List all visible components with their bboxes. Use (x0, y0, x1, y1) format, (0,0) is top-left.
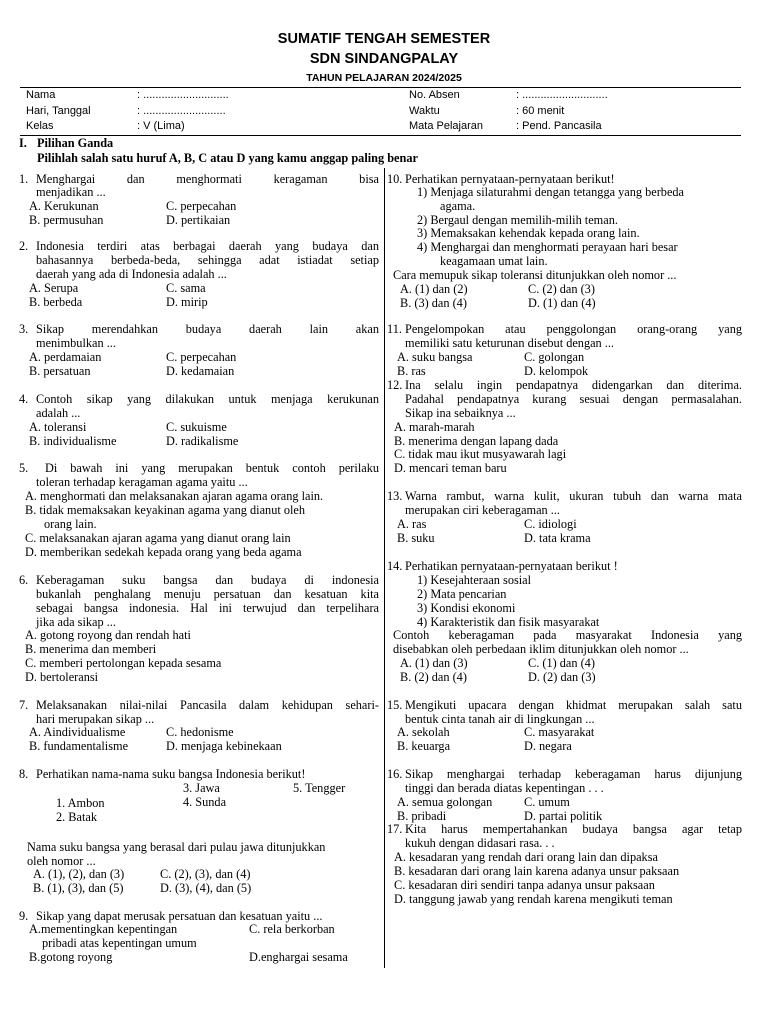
question-text: hari merupakan sikap ... (36, 712, 155, 726)
option-d[interactable]: D. negara (524, 739, 572, 753)
question-number: 11. (387, 322, 402, 336)
question-text: Padahal pendapatnya kurang sesuai dengan permasalahan. (405, 392, 742, 406)
mata-pelajaran-label: Mata Pelajaran (409, 120, 483, 132)
question-text: adalah ... (36, 406, 81, 420)
question-text: bahasannya berbeda-beda, sehingga adat istiadat setiap (36, 253, 379, 267)
question-text: Melaksanakan nilai-nilai Pancasila dalam kehidupan sehari- (36, 698, 379, 712)
kelas-value: : V (Lima) (137, 120, 185, 132)
question-text: Kita harus mempertahankan budaya bangsa agar tetap (405, 822, 742, 836)
question-text: bukanlah penghalang menuju persatuan dan kesatuan kita (36, 587, 379, 601)
hari-tanggal-label: Hari, Tanggal (26, 105, 91, 117)
option-d[interactable]: D. (3), (4), dan (5) (160, 881, 252, 895)
option-b[interactable]: B. individualisme (29, 434, 117, 448)
question-number: 8. (19, 767, 29, 781)
question-number: 13. (387, 489, 403, 503)
question-number: 10. (387, 172, 403, 186)
option-c[interactable]: C. umum (524, 795, 570, 809)
question-text: kukuh dengan didasari rasa. . . (405, 836, 555, 850)
option-b[interactable]: B. pribadi (397, 809, 447, 823)
question-number: 16. (387, 767, 403, 781)
section-number: I. (19, 136, 27, 150)
list-item: 3) Memaksakan kehendak kepada orang lain. (417, 226, 640, 240)
question-text: Indonesia terdiri atas berbagai daerah yang budaya dan (36, 239, 379, 253)
option-b[interactable]: B. (1), (3), dan (5) (33, 881, 124, 895)
option-b[interactable]: B. fundamentalisme (29, 739, 129, 753)
option-a[interactable]: A. perdamaian (29, 350, 102, 364)
option-c[interactable]: C. (2) dan (3) (528, 282, 595, 296)
option-d[interactable]: D. radikalisme (166, 434, 239, 448)
option-d[interactable]: D. pertikaian (166, 213, 231, 227)
option-c[interactable]: C. (2), (3), dan (4) (160, 867, 251, 881)
option-a[interactable]: A.mementingkan kepentingan (29, 922, 178, 936)
school-year: TAHUN PELAJARAN 2024/2025 (306, 72, 462, 84)
hari-tanggal-field[interactable]: : ........................... (137, 105, 226, 117)
option-c[interactable]: C. idiologi (524, 517, 577, 531)
option-d[interactable]: D. mencari teman baru (394, 461, 507, 475)
question-text: Contoh sikap yang dilakukan untuk menjaga kerukunan (36, 392, 379, 406)
question-text: memiliki satu keturunan disebut dengan ... (405, 336, 615, 350)
option-b[interactable]: B.gotong royong (29, 950, 113, 964)
option-c[interactable]: C. hedonisme (166, 725, 234, 739)
list-item: 4. Sunda (183, 795, 227, 809)
option-b[interactable]: B. menerima dengan lapang dada (394, 434, 559, 448)
option-d[interactable]: D. (2) dan (3) (528, 670, 596, 684)
mata-pelajaran-value: : Pend. Pancasila (516, 120, 602, 132)
option-d[interactable]: D. kelompok (524, 364, 589, 378)
option-c[interactable]: C. tidak mau ikut musyawarah lagi (394, 447, 567, 461)
option-a[interactable]: A. (1), (2), dan (3) (33, 867, 125, 881)
question-number: 5. (19, 461, 29, 475)
list-item: 3) Kondisi ekonomi (417, 601, 516, 615)
question-text: Mengikuti upacara dengan khidmat merupakan salah satu (405, 698, 742, 712)
section-instruction: Pilihlah salah satu huruf A, B, C atau D yang kamu anggap paling benar (37, 151, 418, 165)
list-item: 1) Kesejahteraan sosial (417, 573, 532, 587)
option-c[interactable]: C. kesadaran diri sendiri tanpa adanya unsur paksaan (394, 878, 655, 892)
list-item: 2) Bergaul dengan memilih-milih teman. (417, 213, 618, 227)
question-text: Contoh keberagaman pada masyarakat Indonesia yang (393, 628, 742, 642)
no-absen-field[interactable]: : ............................ (516, 89, 608, 101)
question-text: toleran terhadap keragaman agama yaitu ... (36, 475, 248, 489)
option-c[interactable]: C. golongan (524, 350, 585, 364)
list-item-cont: keagamaan umat lain. (440, 254, 548, 268)
list-item: 3. Jawa (183, 781, 220, 795)
question-number: 14. (387, 559, 403, 573)
option-b[interactable]: B. keuarga (397, 739, 451, 753)
question-text: menjadikan ... (36, 185, 106, 199)
question-number: 9. (19, 909, 29, 923)
option-b[interactable]: B. menerima dan memberi (25, 642, 157, 656)
question-text: jika ada sikap ... (36, 615, 116, 629)
header-rule-top (20, 87, 741, 88)
option-b[interactable]: B. ras (397, 364, 426, 378)
waktu-label: Waktu (409, 105, 440, 117)
option-c[interactable]: C. sama (166, 281, 206, 295)
list-item: 5. Tengger (293, 781, 346, 795)
option-b[interactable]: B. berbeda (29, 295, 83, 309)
question-number: 6. (19, 573, 29, 587)
question-text: Di bawah ini yang merupakan bentuk contoh perilaku (45, 461, 379, 475)
question-text: Pengelompokan atau penggolongan orang-orang yang (405, 322, 742, 336)
question-number: 1. (19, 172, 29, 186)
option-a[interactable]: A. Aindividualisme (29, 725, 126, 739)
section-title: Pilihan Ganda (37, 136, 114, 150)
option-d[interactable]: D. memberikan sedekah kepada orang yang beda agama (25, 545, 302, 559)
question-text: Sikap merendahkan budaya daerah lain akan (36, 322, 379, 336)
question-text: tinggi dan berada diatas kepentingan . . . (405, 781, 604, 795)
list-item: 4) Karakteristik dan fisik masyarakat (417, 615, 600, 629)
option-a[interactable]: A. sekolah (397, 725, 450, 739)
option-c[interactable]: C. masyarakat (524, 725, 595, 739)
option-a[interactable]: A. menghormati dan melaksanakan ajaran agama orang lain. (25, 489, 324, 503)
option-b[interactable]: B. permusuhan (29, 213, 104, 227)
option-a[interactable]: A. ras (397, 517, 427, 531)
option-b[interactable]: B. suku (397, 531, 435, 545)
list-item-cont: agama. (440, 199, 476, 213)
option-d[interactable]: D. partai politik (524, 809, 603, 823)
question-text: menimbulkan ... (36, 336, 116, 350)
no-absen-label: No. Absen (409, 89, 460, 101)
option-b[interactable]: B. (3) dan (4) (400, 296, 467, 310)
list-item: 1. Ambon (56, 796, 105, 810)
question-text: Sikap yang dapat merusak persatuan dan kesatuan yaitu ... (36, 909, 323, 923)
option-a[interactable]: A. suku bangsa (397, 350, 473, 364)
waktu-value: : 60 menit (516, 105, 565, 117)
option-c[interactable]: C. rela berkorban (249, 922, 335, 936)
option-c[interactable]: C. perpecahan (166, 350, 237, 364)
question-number: 17. (387, 822, 403, 836)
option-d[interactable]: D. menjaga kebinekaan (166, 739, 282, 753)
option-a[interactable]: A. Serupa (29, 281, 79, 295)
question-text: sebagai bangsa indonesia. Hal ini terwujud dan terpelihara (36, 601, 379, 615)
question-text: daerah yang ada di Indonesia adalah ... (36, 267, 227, 281)
option-d[interactable]: D. bertoleransi (25, 670, 99, 684)
option-d[interactable]: D. tata krama (524, 531, 591, 545)
option-c[interactable]: C. memberi pertolongan kepada sesama (25, 656, 222, 670)
option-a[interactable]: A. (1) dan (2) (400, 282, 468, 296)
question-text: Nama suku bangsa yang berasal dari pulau jawa ditunjukkan (27, 840, 326, 854)
option-a[interactable]: A. semua golongan (397, 795, 493, 809)
option-b[interactable]: B. persatuan (29, 364, 91, 378)
question-text: Sikap menghargai terhadap keberagaman harus dijunjung (405, 767, 742, 781)
school-name: SDN SINDANGPALAY (309, 51, 459, 67)
option-c[interactable]: C. perpecahan (166, 199, 237, 213)
option-a[interactable]: A. marah-marah (394, 420, 475, 434)
option-a[interactable]: A. toleransi (29, 420, 87, 434)
option-a[interactable]: A. Kerukunan (29, 199, 99, 213)
option-a-cont[interactable]: pribadi atas kepentingan umum (42, 936, 197, 950)
question-text: bentuk cinta tanah air di lingkungan ... (405, 712, 595, 726)
option-b-cont[interactable]: orang lain. (44, 517, 97, 531)
question-text: Sikap ina sebaiknya ... (405, 406, 516, 420)
option-d[interactable]: D. tanggung jawab yang rendah karena mengikuti teman (394, 892, 673, 906)
option-a[interactable]: A. gotong royong dan rendah hati (25, 628, 191, 642)
list-item: 4) Menghargai dan menghormati perayaan hari besar (417, 240, 678, 254)
column-divider (384, 168, 385, 968)
option-c[interactable]: C. melaksanakan ajaran agama yang dianut orang lain (25, 531, 291, 545)
question-number: 7. (19, 698, 29, 712)
question-text: merupakan ciri keberagaman ... (405, 503, 561, 517)
nama-field[interactable]: : ............................ (137, 89, 229, 101)
question-text: Perhatikan pernyataan-pernyataan berikut! (405, 172, 615, 186)
list-item: 1) Menjaga silaturahmi dengan tetangga yang berbeda (417, 185, 685, 199)
header-rule-bottom (20, 135, 741, 136)
question-text: Perhatikan nama-nama suku bangsa Indonesia berikut! (36, 767, 306, 781)
nama-label: Nama (26, 89, 56, 101)
question-text: oleh nomor ... (27, 854, 96, 868)
question-number: 4. (19, 392, 29, 406)
option-d[interactable]: D. (1) dan (4) (528, 296, 596, 310)
question-text: Cara memupuk sikap toleransi ditunjukkan oleh nomor ... (393, 268, 677, 282)
exam-title: SUMATIF TENGAH SEMESTER (277, 31, 491, 47)
option-b[interactable]: B. (2) dan (4) (400, 670, 467, 684)
option-a[interactable]: A. (1) dan (3) (400, 656, 468, 670)
question-number: 3. (19, 322, 29, 336)
option-b[interactable]: B. tidak memaksakan keyakinan agama yang dianut oleh (25, 503, 306, 517)
question-number: 2. (19, 239, 29, 253)
option-a[interactable]: A. kesadaran yang rendah dari orang lain dan dipaksa (394, 850, 658, 864)
question-text: disebabkan oleh perbedaan iklim ditunjukkan oleh nomor ... (393, 642, 689, 656)
question-text: Warna rambut, warna kulit, ukuran tubuh dan warna mata (405, 489, 742, 503)
list-item: 2. Batak (56, 810, 97, 824)
list-item: 2) Mata pencarian (417, 587, 507, 601)
option-b[interactable]: B. kesadaran dari orang lain karena adanya unsur paksaan (394, 864, 680, 878)
kelas-label: Kelas (26, 120, 54, 132)
option-c[interactable]: C. sukuisme (166, 420, 227, 434)
question-number: 12. (387, 378, 403, 392)
question-text: Perhatikan pernyataan-pernyataan berikut ! (405, 559, 618, 573)
question-number: 15. (387, 698, 403, 712)
question-text: Ina selalu ingin pendapatnya didengarkan dan diterima. (405, 378, 742, 392)
option-d[interactable]: D.enghargai sesama (249, 950, 348, 964)
option-d[interactable]: D. mirip (166, 295, 208, 309)
option-c[interactable]: C. (1) dan (4) (528, 656, 595, 670)
option-d[interactable]: D. kedamaian (166, 364, 235, 378)
question-text: Keberagaman suku bangsa dan budaya di indonesia (36, 573, 379, 587)
question-text: Menghargai dan menghormati keragaman bisa (36, 172, 379, 186)
